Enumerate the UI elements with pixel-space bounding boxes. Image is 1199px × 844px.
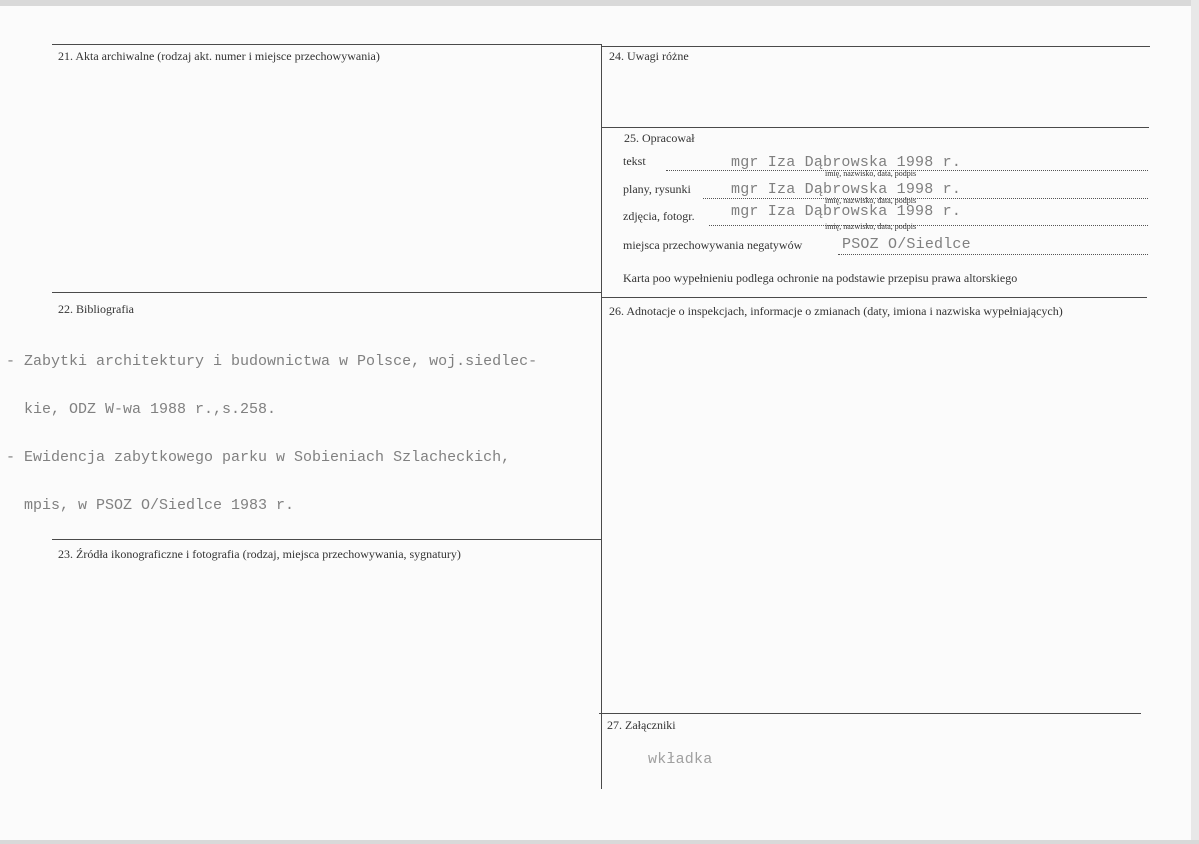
row-tekst-label: tekst	[623, 154, 646, 168]
section-27-label: 27. Załączniki	[607, 718, 676, 732]
row-zdjecia-label: zdjęcia, fotogr.	[623, 209, 695, 223]
section-26-label: 26. Adnotacje o inspekcjach, informacje o zmianach (daty, imiona i nazwiska wypełniających)	[609, 304, 1063, 318]
bibliography-line: kie, ODZ W-wa 1988 r.,s.258.	[6, 401, 277, 418]
copyright-note: Karta poo wypełnieniu podlega ochronie na podstawie przepisu prawa altorskiego	[623, 271, 1018, 285]
negatives-value: PSOZ O/Siedlce	[842, 236, 971, 253]
row-plany-label: plany, rysunki	[623, 182, 691, 196]
section-23-label: 23. Źródła ikonograficzne i fotografia (rodzaj, miejsca przechowywania, sygnatury)	[58, 547, 461, 561]
bibliography-line: - Zabytki architektury i budownictwa w Polsce, woj.siedlec-	[6, 353, 538, 370]
rule-27	[599, 713, 1141, 714]
top-rule-right	[601, 46, 1150, 47]
negatives-dots	[838, 254, 1148, 255]
row-plany-dots	[703, 198, 1148, 199]
scan-edge-bottom	[0, 840, 1199, 844]
rule-25	[601, 127, 1149, 128]
bibliography-line: - Ewidencja zabytkowego parku w Sobieniach Szlacheckich,	[6, 449, 511, 466]
row-zdjecia-hint: imię, nazwisko, data, podpis	[825, 222, 917, 231]
row-zdjecia-dots	[709, 225, 1148, 226]
bibliography-line: mpis, w PSOZ O/Siedlce 1983 r.	[6, 497, 295, 514]
scan-edge-right	[1191, 0, 1199, 844]
top-rule-left	[52, 44, 601, 45]
row-tekst-value: mgr Iza Dąbrowska 1998 r.	[731, 154, 962, 171]
row-plany-hint: imię, nazwisko, data, podpis	[825, 196, 917, 205]
row-plany-value: mgr Iza Dąbrowska 1998 r.	[731, 181, 962, 198]
negatives-label: miejsca przechowywania negatywów	[623, 238, 803, 252]
section-21-label: 21. Akta archiwalne (rodzaj akt. numer i miejsce przechowywania)	[58, 49, 380, 63]
row-zdjecia-value: mgr Iza Dąbrowska 1998 r.	[731, 203, 962, 220]
section-25-label: 25. Opracował	[624, 131, 695, 145]
bibliography-entries	[6, 322, 537, 546]
section-22-label: 22. Bibliografia	[58, 302, 134, 316]
row-tekst-hint: imię, nazwisko, data, podpis	[825, 169, 917, 178]
center-divider	[601, 44, 602, 789]
section-24-label: 24. Uwagi różne	[609, 49, 689, 63]
rule-22	[52, 292, 601, 293]
attachment-value: wkładka	[648, 751, 713, 768]
rule-26	[601, 297, 1147, 298]
scan-edge-top	[0, 0, 1199, 6]
